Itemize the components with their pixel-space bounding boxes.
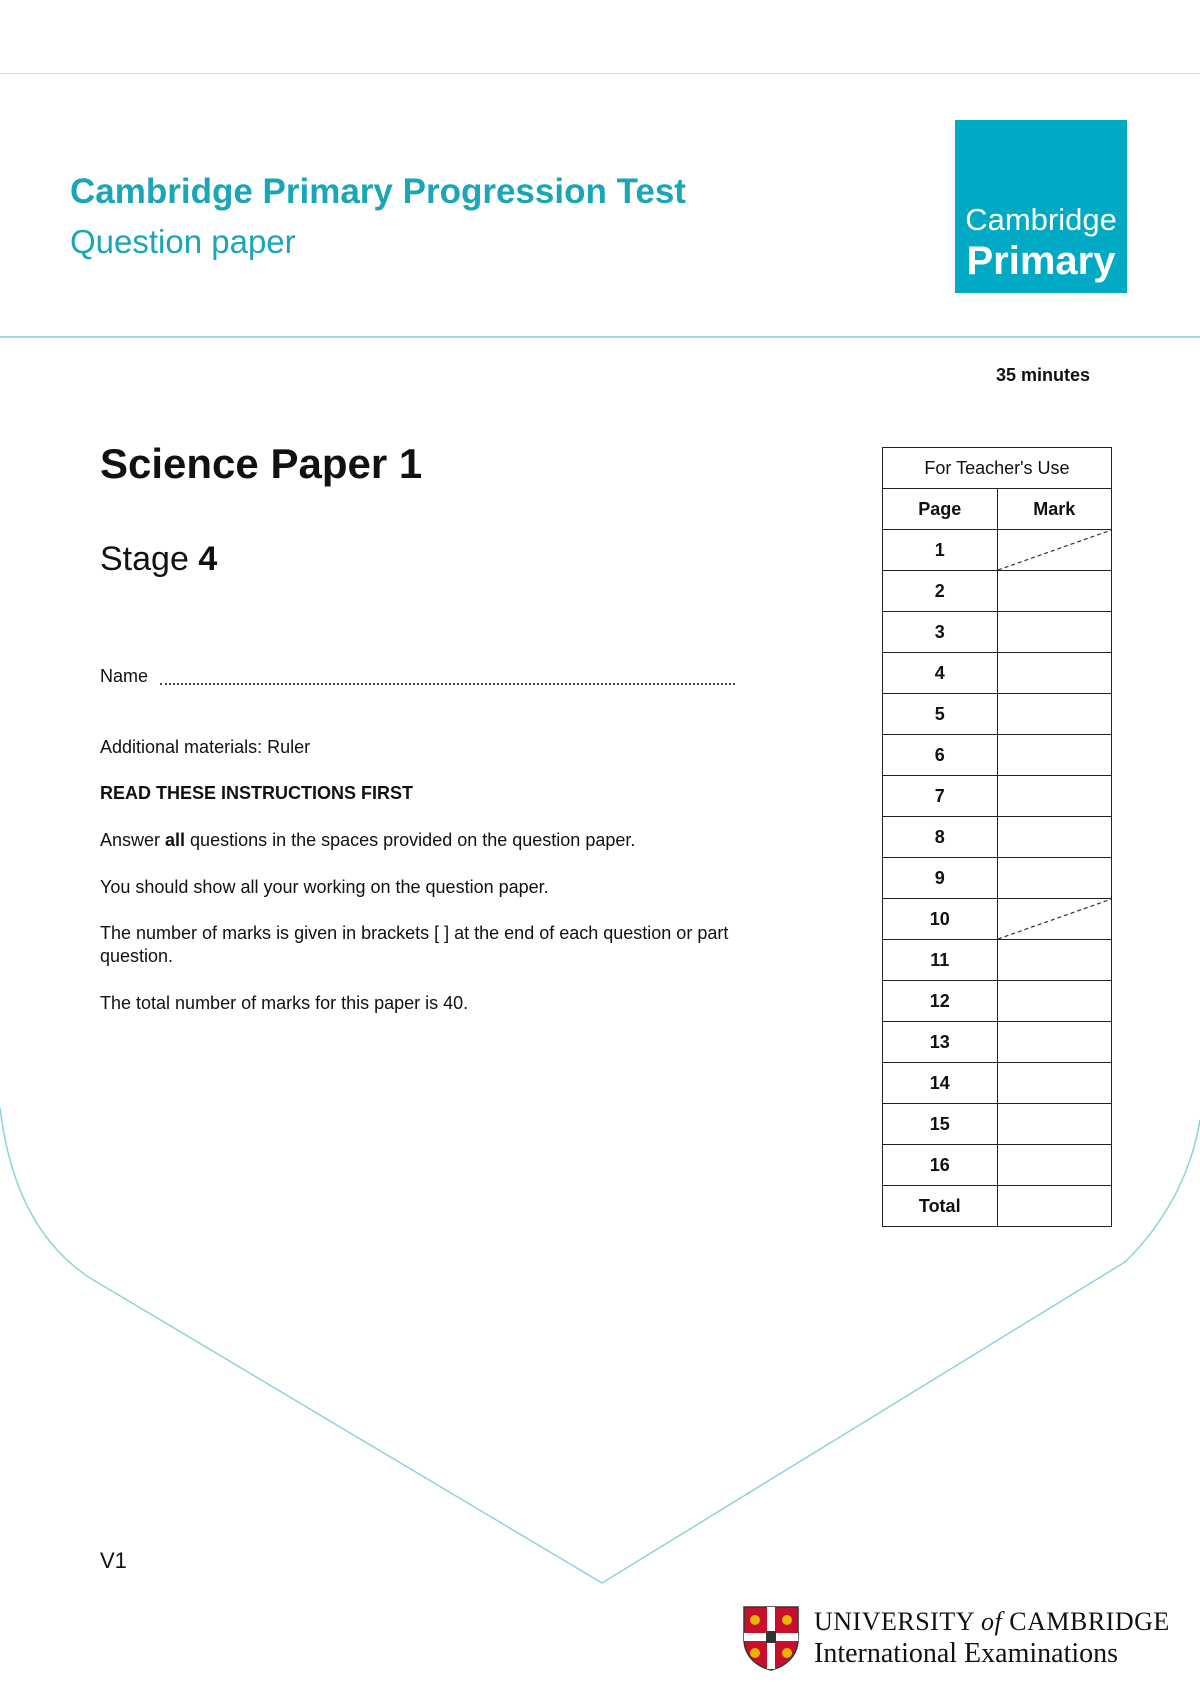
table-row: [883, 571, 1112, 612]
page-number: 9: [883, 858, 998, 899]
mark-cell[interactable]: [997, 653, 1112, 694]
uni-part-1: UNIVERSITY: [814, 1607, 982, 1636]
page-number: 6: [883, 735, 998, 776]
table-row: [883, 612, 1112, 653]
stage-label: Stage: [100, 540, 189, 578]
version-label: V1: [100, 1548, 127, 1573]
university-name: [814, 1607, 1170, 1637]
mark-cell[interactable]: [997, 1063, 1112, 1104]
page-number: 1: [883, 530, 998, 571]
mark-cell[interactable]: [997, 1145, 1112, 1186]
mark-cell[interactable]: [997, 694, 1112, 735]
instruction-4: The total number of marks for this paper is 40.: [100, 993, 469, 1013]
name-field[interactable]: [160, 683, 735, 685]
mark-cell[interactable]: [997, 940, 1112, 981]
column-header-page: Page: [883, 489, 998, 530]
page-number: 7: [883, 776, 998, 817]
international-examinations: International Examinations: [814, 1638, 1119, 1669]
mark-cell-crossed: [997, 899, 1112, 940]
page-number: 14: [883, 1063, 998, 1104]
paper-title: Science Paper 1: [100, 440, 423, 487]
table-row: [883, 858, 1112, 899]
page-number: 13: [883, 1022, 998, 1063]
page-number: 2: [883, 571, 998, 612]
additional-materials: Additional materials: Ruler: [100, 737, 311, 757]
instruction-2: You should show all your working on the question paper.: [100, 877, 549, 897]
mark-cell[interactable]: [997, 776, 1112, 817]
mark-cell[interactable]: [997, 1022, 1112, 1063]
table-row: [883, 694, 1112, 735]
mark-cell[interactable]: [997, 735, 1112, 776]
stage-number: 4: [198, 540, 218, 578]
instruction-1-pre: Answer: [100, 830, 166, 850]
table-row: [883, 981, 1112, 1022]
diagonal-strike-icon: [998, 899, 1112, 939]
diagonal-strike-icon: [998, 530, 1112, 570]
table-row: [883, 899, 1112, 940]
mark-cell[interactable]: [997, 612, 1112, 653]
mark-cell[interactable]: [997, 571, 1112, 612]
mark-cell[interactable]: [997, 817, 1112, 858]
page-number: 3: [883, 612, 998, 653]
mark-cell-crossed: [997, 530, 1112, 571]
table-title: For Teacher's Use: [883, 448, 1112, 489]
logo-line-1: Cambridge: [965, 202, 1117, 237]
document-type: Question paper: [70, 223, 296, 260]
table-row: [883, 530, 1112, 571]
page-number: 16: [883, 1145, 998, 1186]
cambridge-primary-logo: [955, 120, 1127, 293]
table-row: [883, 817, 1112, 858]
program-title: Cambridge Primary Progression Test: [70, 172, 686, 211]
instructions-heading: READ THESE INSTRUCTIONS FIRST: [100, 783, 414, 803]
mark-cell[interactable]: [997, 1104, 1112, 1145]
total-row: [883, 1186, 1112, 1227]
table-row: [883, 1022, 1112, 1063]
mark-cell[interactable]: [997, 858, 1112, 899]
duration: 35 minutes: [996, 365, 1091, 385]
uni-of: of: [981, 1607, 1003, 1636]
table-row: [883, 1104, 1112, 1145]
page-number: 10: [883, 899, 998, 940]
instruction-1: [100, 829, 760, 852]
stage: [100, 540, 217, 579]
name-label: Name: [100, 666, 149, 686]
instruction-1-post: questions in the spaces provided on the question paper.: [185, 830, 636, 850]
page-number: 8: [883, 817, 998, 858]
table-row: [883, 940, 1112, 981]
mark-cell[interactable]: [997, 981, 1112, 1022]
uni-part-2: CAMBRIDGE: [1002, 1607, 1170, 1636]
university-crest-icon: [742, 1605, 800, 1671]
instruction-3: The number of marks is given in brackets [ ] at the end of each question or part question.: [100, 923, 729, 966]
table-row: [883, 1063, 1112, 1104]
instruction-1-emphasis: all: [165, 830, 186, 850]
table-row: [883, 776, 1112, 817]
column-header-mark: Mark: [997, 489, 1112, 530]
table-row: [883, 1145, 1112, 1186]
page-number: 15: [883, 1104, 998, 1145]
logo-line-2: Primary: [966, 239, 1116, 283]
teacher-use-table: [882, 447, 1112, 1227]
page-number: 12: [883, 981, 998, 1022]
page-number: 11: [883, 940, 998, 981]
page-number: Total: [883, 1186, 998, 1227]
table-row: [883, 653, 1112, 694]
page-number: 4: [883, 653, 998, 694]
mark-cell[interactable]: [997, 1186, 1112, 1227]
table-row: [883, 735, 1112, 776]
page-number: 5: [883, 694, 998, 735]
